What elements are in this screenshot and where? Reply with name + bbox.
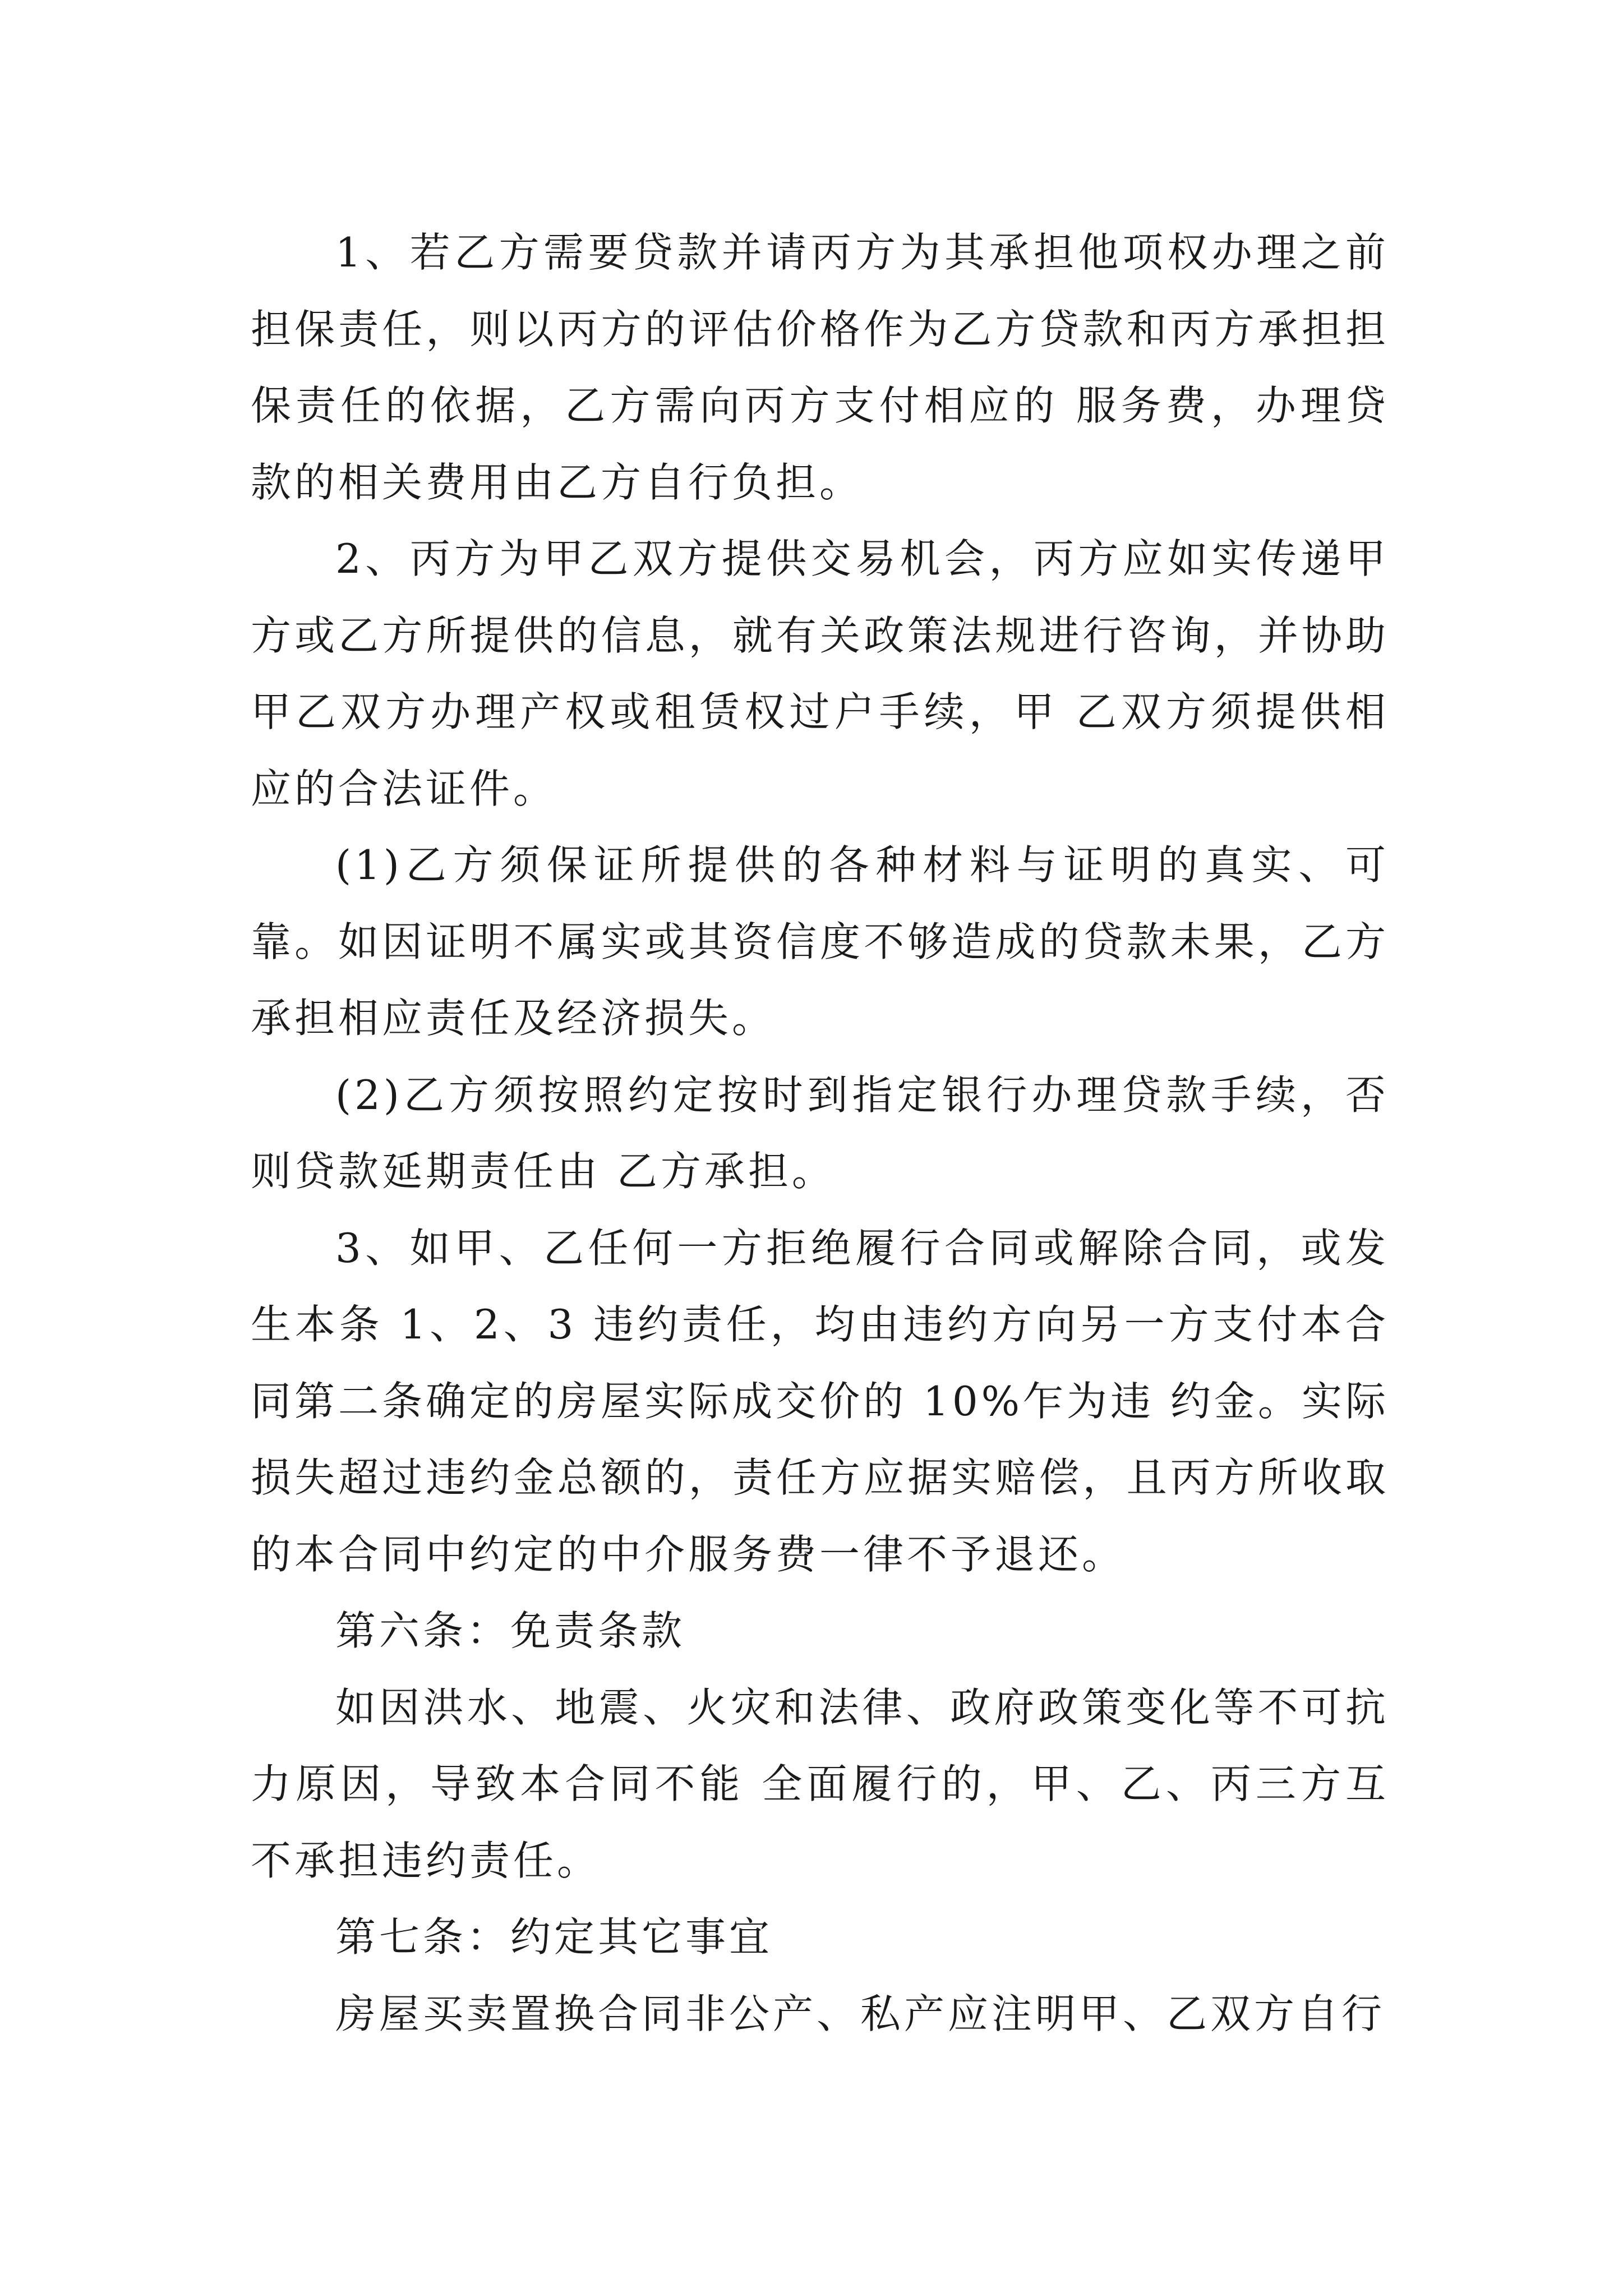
clause-5-item-2-sub-2: (2)乙方须按照约定按时到指定银行办理贷款手续，否则贷款延期责任由 乙方承担。 [251,1071,1389,1195]
clause-5-item-2: 2、丙方为甲乙双方提供交易机会，丙方应如实传递甲方或乙方所提供的信息，就有关政策法规进行咨询，并协助甲乙双方办理产权或租赁权过户手续，甲 乙双方须提供相应的合法证件。 [251,535,1389,812]
clause-5-item-3: 3、如甲、乙任何一方拒绝履行合同或解除合同，或发生本条 1、2、3 违约责任，均由违约方向另一方支付本合同第二条确定的房屋实际成交价的 10%乍为违 约金。实际损失超过违约金总额的，责任方应据实赔偿，且丙方所收取的本合同中约定的中介服务费一律不予退还。 [251,1224,1389,1578]
article-6-body: 如因洪水、地震、火灾和法律、政府政策变化等不可抗力原因，导致本合同不能 全面履行的，甲、乙、丙三方互不承担违约责任。 [251,1683,1389,1884]
clause-5-item-2-sub-1: (1)乙方须保证所提供的各种材料与证明的真实、可靠。如因证明不属实或其资信度不够造成的贷款未果，乙方承担相应责任及经济损失。 [251,841,1389,1042]
article-7-heading: 第七条：约定其它事宜 [335,1913,773,1961]
clause-5-item-1: 1、若乙方需要贷款并请丙方为其承担他项权办理之前担保责任，则以丙方的评估价格作为乙方贷款和丙方承担担保责任的依据，乙方需向丙方支付相应的 服务费，办理贷款的相关费用由乙方自行负担。 [251,229,1389,506]
article-6-heading: 第六条：免责条款 [335,1607,686,1654]
document-body [251,214,1389,2052]
article-7-body: 房屋买卖置换合同非公产、私产应注明甲、乙双方自行 [335,1990,1386,2037]
